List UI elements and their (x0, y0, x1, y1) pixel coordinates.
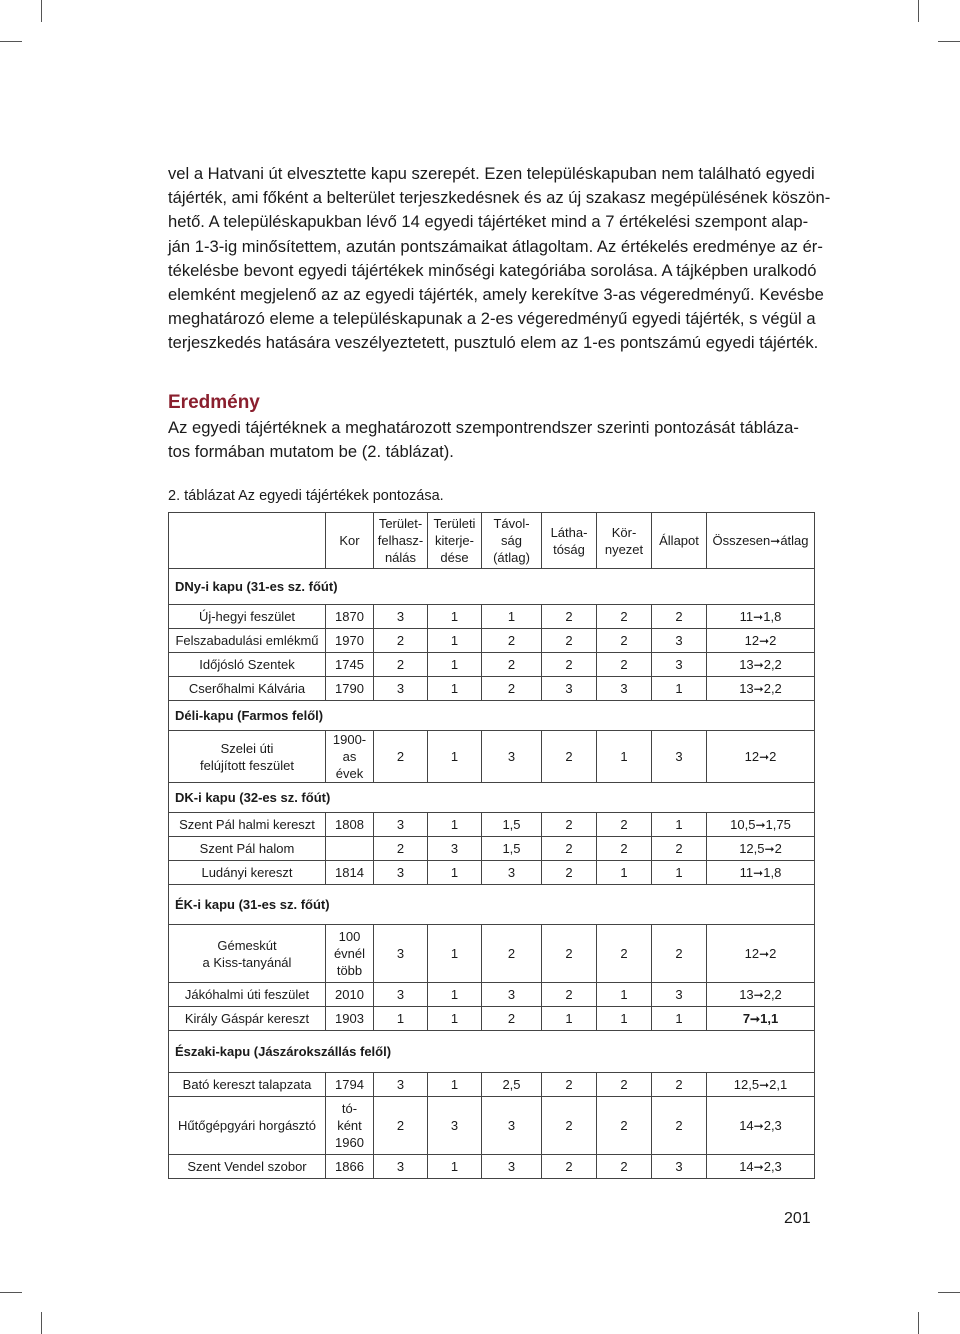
score-cell: 1 (428, 813, 482, 837)
score-cell: 2 (374, 629, 428, 653)
table-row (169, 731, 815, 783)
cell-line: több (336, 963, 363, 978)
total-sum: 13 (739, 656, 754, 672)
score-cell: 1 (428, 629, 482, 653)
cell-line: Szent Pál halmi kereszt (179, 817, 315, 832)
total-cell (707, 677, 815, 701)
header-line: tóság (553, 541, 585, 557)
score-cell: 2 (482, 653, 542, 677)
group-title: ÉK-i kapu (31-es sz. főút) (169, 885, 815, 925)
score-cell: 2 (482, 677, 542, 701)
cell-line: Szent Vendel szobor (187, 1159, 307, 1174)
score-cell: 2 (542, 731, 597, 783)
crop-mark (0, 41, 22, 42)
item-name (169, 1073, 326, 1097)
total-average: 2,2 (763, 656, 782, 672)
cell-line: as évek (335, 749, 364, 781)
total-cell (707, 983, 815, 1007)
score-cell: 3 (542, 677, 597, 701)
score-cell: 2,5 (482, 1073, 542, 1097)
score-cell: 3 (374, 1155, 428, 1179)
score-cell: 2 (597, 837, 652, 861)
score-cell: 3 (652, 983, 707, 1007)
score-cell: 2 (652, 837, 707, 861)
score-cell: 1,5 (482, 813, 542, 837)
cell-line: Felszabadulási emlékmű (175, 633, 319, 648)
group-title: Déli-kapu (Farmos felől) (169, 701, 815, 731)
score-cell: 2 (482, 925, 542, 983)
item-kor (326, 983, 374, 1007)
item-kor (326, 925, 374, 983)
score-cell: 3 (428, 837, 482, 861)
score-cell: 2 (597, 1097, 652, 1155)
header-atlag: átlag (780, 532, 809, 548)
score-cell: 2 (542, 925, 597, 983)
score-cell: 1 (428, 861, 482, 885)
item-name (169, 629, 326, 653)
item-kor (326, 605, 374, 629)
total-average: 1,8 (763, 864, 782, 880)
cell-line: 1960 (335, 1135, 364, 1150)
score-cell: 2 (542, 1097, 597, 1155)
score-cell: 2 (597, 925, 652, 983)
score-cell: 2 (652, 1097, 707, 1155)
total-average: 2 (769, 748, 777, 764)
total-sum: 12,5 (739, 840, 765, 856)
score-cell: 3 (482, 983, 542, 1007)
score-cell: 2 (652, 605, 707, 629)
score-cell: 3 (597, 677, 652, 701)
header-line: Kör- (611, 524, 637, 540)
cell-line: 100 (338, 929, 361, 944)
score-cell: 1 (652, 813, 707, 837)
cell-line: Új-hegyi feszület (198, 609, 296, 624)
total-sum: 11 (739, 864, 754, 880)
score-cell: 2 (597, 653, 652, 677)
cell-line: Időjósló Szentek (199, 657, 295, 672)
table-row (169, 605, 815, 629)
table-row (169, 861, 815, 885)
group-row (169, 569, 815, 605)
cell-line: Szelei úti (220, 740, 274, 756)
total-cell (707, 653, 815, 677)
header-line: Távol-ság (493, 516, 530, 548)
header-tavolsag (482, 513, 542, 569)
score-cell: 1 (428, 605, 482, 629)
score-cell: 2 (374, 1097, 428, 1155)
cell-line: felújított feszület (200, 757, 294, 773)
total-average: 2,2 (763, 680, 782, 696)
header-line: Terület- (378, 516, 423, 531)
cell-line: 1808 (335, 817, 364, 832)
table-row (169, 1155, 815, 1179)
score-cell: 3 (374, 1073, 428, 1097)
total-cell (707, 837, 815, 861)
item-name (169, 983, 326, 1007)
score-cell: 1 (428, 653, 482, 677)
item-name (169, 731, 326, 783)
score-cell: 3 (374, 925, 428, 983)
score-cell: 1 (652, 1007, 707, 1031)
score-cell: 3 (652, 653, 707, 677)
total-sum: 11 (739, 608, 754, 624)
arrow-icon: ➞ (753, 681, 764, 696)
total-cell (707, 925, 815, 983)
total-cell (707, 731, 815, 783)
total-cell (707, 861, 815, 885)
cell-line: évnél (333, 946, 366, 961)
score-cell: 3 (374, 861, 428, 885)
crop-mark (41, 1312, 42, 1334)
total-average: 2,3 (763, 1117, 782, 1133)
cell-line: Ludányi kereszt (201, 865, 293, 880)
total-cell (707, 1155, 815, 1179)
header-line: kiterje- (434, 533, 474, 548)
text-line: Az egyedi tájértéknek a meghatározott szempontrendszer szerinti pontozását tábláza- (168, 418, 799, 437)
cell-line: 1814 (335, 865, 364, 880)
cell-line: Király Gáspár kereszt (184, 1011, 310, 1026)
crop-mark (938, 41, 960, 42)
score-cell: 3 (482, 1097, 542, 1155)
table-row (169, 653, 815, 677)
score-cell: 2 (597, 605, 652, 629)
score-cell: 1 (597, 1007, 652, 1031)
arrow-icon: ➞ (759, 1077, 770, 1092)
table-row (169, 1073, 815, 1097)
header-allapot: Állapot (652, 513, 707, 569)
score-cell: 1 (374, 1007, 428, 1031)
item-kor (326, 837, 374, 861)
cell-line: 1866 (335, 1159, 364, 1174)
item-kor (326, 677, 374, 701)
total-average: 2 (774, 840, 782, 856)
cell-line: 1870 (335, 609, 364, 624)
score-cell: 2 (597, 813, 652, 837)
total-average: 1,8 (763, 608, 782, 624)
item-kor (326, 861, 374, 885)
total-cell (707, 1097, 815, 1155)
cell-line: 1903 (335, 1011, 364, 1026)
arrow-icon: ➞ (753, 1118, 764, 1133)
item-name (169, 677, 326, 701)
crop-mark (0, 1292, 22, 1293)
header-kornyezet (597, 513, 652, 569)
total-sum: 12 (744, 945, 760, 961)
item-name (169, 1007, 326, 1031)
score-cell: 3 (428, 1097, 482, 1155)
crop-mark (41, 0, 42, 22)
arrow-icon: ➞ (753, 987, 764, 1002)
score-cell: 2 (652, 925, 707, 983)
score-cell: 2 (482, 629, 542, 653)
cell-line: 1970 (335, 633, 364, 648)
score-cell: 1 (482, 605, 542, 629)
text-line: tékelésbe bevont egyedi tájértékek minőségi kategóriába sorolása. A tájképben uralkodó (168, 260, 817, 280)
cell-line: tó- (341, 1101, 358, 1116)
score-cell: 1 (597, 731, 652, 783)
cell-line: 2010 (335, 987, 364, 1002)
arrow-icon: ➞ (755, 817, 766, 832)
arrow-icon: ➞ (750, 1011, 761, 1026)
score-cell: 3 (374, 983, 428, 1007)
group-row (169, 783, 815, 813)
arrow-icon: ➞ (770, 533, 781, 548)
group-title: DNy-i kapu (31-es sz. főút) (169, 569, 815, 605)
total-sum: 7 (742, 1010, 751, 1026)
total-average: 1,1 (760, 1010, 779, 1026)
header-line: nálás (384, 550, 417, 565)
section-paragraph (168, 416, 816, 464)
item-kor (326, 1097, 374, 1155)
cell-line: Gémeskút (217, 937, 277, 953)
table-row (169, 925, 815, 983)
group-row (169, 885, 815, 925)
score-cell: 3 (374, 605, 428, 629)
cell-line: Jákóhalmi úti feszület (184, 987, 310, 1002)
text-line: vel a Hatvani út elvesztette kapu szerepét. Ezen településkapuban nem található egyedi (168, 164, 815, 183)
table-row (169, 677, 815, 701)
item-kor (326, 1073, 374, 1097)
arrow-icon: ➞ (764, 841, 775, 856)
total-sum: 13 (739, 986, 754, 1002)
score-cell: 1 (652, 677, 707, 701)
score-cell: 2 (374, 837, 428, 861)
header-kor: Kor (326, 513, 374, 569)
cell-line: 1745 (335, 657, 364, 672)
table-row (169, 813, 815, 837)
total-cell (707, 813, 815, 837)
header-line: Területi (433, 516, 476, 531)
header-teruleti-kiterjedese (428, 513, 482, 569)
score-cell: 1 (428, 1007, 482, 1031)
score-cell: 3 (482, 861, 542, 885)
score-cell: 2 (542, 1155, 597, 1179)
score-cell: 1 (597, 983, 652, 1007)
table-row (169, 1097, 815, 1155)
item-name (169, 1155, 326, 1179)
table-row (169, 983, 815, 1007)
score-cell: 2 (597, 1073, 652, 1097)
score-cell: 1 (428, 1073, 482, 1097)
score-cell: 1,5 (482, 837, 542, 861)
header-osszesen-atlag (707, 513, 815, 569)
total-cell (707, 605, 815, 629)
total-average: 2 (769, 945, 777, 961)
cell-line: Bató kereszt talapzata (182, 1077, 312, 1092)
total-average: 2,1 (769, 1076, 788, 1092)
text-line: meghatározó eleme a településkapunak a 2-es végeredményű egyedi tájérték, s végül a (168, 309, 816, 329)
cell-line: 1794 (335, 1077, 364, 1092)
score-cell: 2 (542, 813, 597, 837)
crop-mark (918, 1312, 919, 1334)
arrow-icon: ➞ (759, 749, 770, 764)
group-row (169, 701, 815, 731)
text-line: terjeszkedés hatására veszélyeztetett, pusztuló elem az 1-es pontszámú egyedi tájérték. (168, 333, 819, 353)
total-sum: 14 (739, 1117, 754, 1133)
total-cell (707, 629, 815, 653)
total-average: 2,2 (763, 986, 782, 1002)
header-lathatosag (542, 513, 597, 569)
score-cell: 1 (652, 861, 707, 885)
score-cell: 3 (652, 731, 707, 783)
cell-line: ként (337, 1118, 362, 1133)
item-name (169, 861, 326, 885)
table-row (169, 837, 815, 861)
score-cell: 3 (374, 677, 428, 701)
text-line: elemként megjelenő az az egyedi tájérték, amely kerekítve 3-as végeredményű. Kevésbe (168, 285, 824, 305)
score-cell: 2 (542, 605, 597, 629)
score-cell: 2 (542, 861, 597, 885)
score-cell: 2 (542, 837, 597, 861)
cell-line: Hűtőgépgyári horgásztó (177, 1118, 317, 1133)
score-cell: 2 (542, 983, 597, 1007)
header-line: Látha- (550, 524, 588, 540)
table-body (169, 569, 815, 1179)
score-cell: 2 (597, 1155, 652, 1179)
score-cell: 3 (652, 629, 707, 653)
arrow-icon: ➞ (753, 657, 764, 672)
total-sum: 12,5 (733, 1076, 760, 1092)
total-sum: 10,5 (730, 816, 756, 832)
crop-mark (918, 0, 919, 22)
score-cell: 3 (374, 813, 428, 837)
cell-line: Szent Pál halom (199, 841, 295, 856)
group-title: DK-i kapu (32-es sz. főút) (169, 783, 815, 813)
item-name (169, 605, 326, 629)
score-cell: 3 (482, 731, 542, 783)
score-cell: 2 (597, 629, 652, 653)
text-line: tos formában mutatom be (2. táblázat). (168, 442, 454, 462)
crop-mark (938, 1292, 960, 1293)
item-kor (326, 731, 374, 783)
item-kor (326, 653, 374, 677)
score-cell: 2 (542, 629, 597, 653)
arrow-icon: ➞ (753, 609, 764, 624)
score-cell: 2 (374, 653, 428, 677)
body-paragraph (168, 162, 831, 356)
section-heading: Eredmény (168, 392, 260, 413)
item-name (169, 837, 326, 861)
arrow-icon: ➞ (759, 633, 770, 648)
score-cell: 1 (542, 1007, 597, 1031)
header-teruletfelhasznalas (374, 513, 428, 569)
total-sum: 13 (739, 680, 754, 696)
score-cell: 1 (597, 861, 652, 885)
score-cell: 1 (428, 925, 482, 983)
score-cell: 2 (542, 1073, 597, 1097)
header-osszesen: Összesen (712, 532, 771, 548)
total-cell (707, 1073, 815, 1097)
total-average: 2,3 (763, 1158, 782, 1174)
header-line: felhasz- (377, 533, 424, 548)
text-line: ján 1-3-ig minősítettem, azután pontszámaikat átlagoltam. Az értékelés eredménye az ér- (168, 236, 823, 256)
arrow-icon: ➞ (753, 1159, 764, 1174)
score-cell: 2 (542, 653, 597, 677)
group-row (169, 1031, 815, 1073)
text-line: hető. A településkapukban lévő 14 egyedi tájértéket mind a 7 értékelési szempont alap- (168, 212, 809, 232)
score-cell: 1 (428, 677, 482, 701)
table-row (169, 1007, 815, 1031)
item-name (169, 813, 326, 837)
text-line: tájérték, ami főként a belterület terjeszkedésnek és az új szakasz megépülésének köszön- (168, 188, 831, 208)
item-kor (326, 629, 374, 653)
total-average: 2 (769, 632, 777, 648)
cell-line: Cserőhalmi Kálvária (188, 681, 306, 696)
arrow-icon: ➞ (753, 865, 764, 880)
item-kor (326, 1155, 374, 1179)
group-title: Északi-kapu (Jászárokszállás felől) (169, 1031, 815, 1073)
header-line: nyezet (604, 541, 644, 557)
item-name (169, 1097, 326, 1155)
header-name-cell (169, 513, 326, 569)
item-kor (326, 1007, 374, 1031)
cell-line: 1790 (335, 681, 364, 696)
total-cell (707, 1007, 815, 1031)
table-header (169, 513, 815, 569)
score-cell: 3 (482, 1155, 542, 1179)
table-row (169, 629, 815, 653)
item-name (169, 653, 326, 677)
total-sum: 14 (739, 1158, 754, 1174)
total-sum: 12 (744, 748, 760, 764)
cell-line: 1900- (332, 732, 367, 747)
header-line: dése (440, 550, 469, 565)
score-cell: 1 (428, 731, 482, 783)
item-name (169, 925, 326, 983)
cell-line: a Kiss-tanyánál (202, 954, 292, 970)
score-cell: 2 (374, 731, 428, 783)
total-sum: 12 (744, 632, 760, 648)
arrow-icon: ➞ (759, 946, 770, 961)
table-caption: 2. táblázat Az egyedi tájértékek pontozása. (168, 488, 444, 504)
score-cell: 3 (652, 1155, 707, 1179)
header-line: (átlag) (493, 550, 530, 565)
score-cell: 2 (652, 1073, 707, 1097)
score-cell: 1 (428, 1155, 482, 1179)
score-table (168, 512, 815, 1179)
page-number: 201 (784, 1210, 811, 1227)
item-kor (326, 813, 374, 837)
score-cell: 1 (428, 983, 482, 1007)
total-average: 1,75 (765, 816, 791, 832)
score-cell: 2 (482, 1007, 542, 1031)
